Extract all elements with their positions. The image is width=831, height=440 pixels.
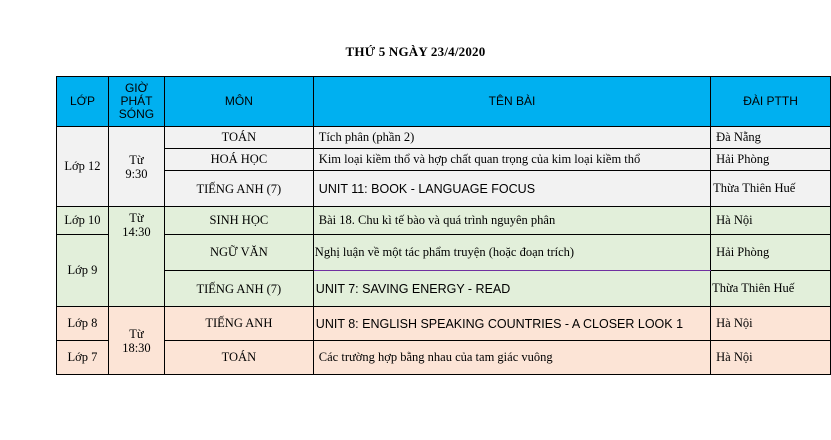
class-cell: Lớp 12: [57, 127, 109, 207]
station-cell: Hà Nội: [711, 341, 831, 375]
table-row: [57, 341, 831, 375]
lesson-cell: Các trường hợp bằng nhau của tam giác vuông: [313, 341, 710, 375]
table-row: [57, 171, 831, 207]
class-cell: Lớp 8: [57, 307, 109, 341]
subject-cell: TIẾNG ANH (7): [164, 171, 313, 207]
table-row: [57, 127, 831, 149]
lesson-cell: UNIT 7: SAVING ENERGY - READ: [313, 271, 710, 307]
lesson-cell: UNIT 11: BOOK - LANGUAGE FOCUS: [313, 171, 710, 207]
header-gio-phat-song: GIỜ PHÁT SÓNG: [108, 77, 164, 127]
class-cell: Lớp 10: [57, 207, 109, 235]
header-dai-ptth: ĐÀI PTTH: [711, 77, 831, 127]
header-lop: LỚP: [57, 77, 109, 127]
subject-cell: TOÁN: [164, 127, 313, 149]
lesson-cell: Tích phân (phần 2): [313, 127, 710, 149]
subject-cell: TIẾNG ANH (7): [164, 271, 313, 307]
station-cell: Đà Nẵng: [711, 127, 831, 149]
table-row: [57, 307, 831, 341]
subject-cell: HOÁ HỌC: [164, 149, 313, 171]
lesson-cell: Bài 18. Chu kì tế bào và quá trình nguyên phân: [313, 207, 710, 235]
table-row: [57, 271, 831, 307]
subject-cell: NGỮ VĂN: [164, 235, 313, 271]
time-cell: Từ 18:30: [108, 307, 164, 375]
lesson-cell: Kim loại kiềm thổ và hợp chất quan trọng của kim loại kiềm thổ: [313, 149, 710, 171]
station-cell: Hải Phòng: [711, 149, 831, 171]
station-cell: Thừa Thiên Huế: [711, 171, 831, 207]
header-ten-bai: TÊN BÀI: [313, 77, 710, 127]
lesson-cell: Nghị luận về một tác phẩm truyện (hoặc đoạn trích): [313, 235, 710, 271]
header-mon: MÔN: [164, 77, 313, 127]
time-cell: Từ 14:30: [108, 207, 164, 307]
table-row: [57, 207, 831, 235]
schedule-table: [56, 76, 831, 375]
table-row: [57, 149, 831, 171]
table-row: [57, 235, 831, 271]
subject-cell: SINH HỌC: [164, 207, 313, 235]
subject-cell: TIẾNG ANH: [164, 307, 313, 341]
station-cell: Hà Nội: [711, 307, 831, 341]
subject-cell: TOÁN: [164, 341, 313, 375]
header-row: [57, 77, 831, 127]
time-cell: Từ 9:30: [108, 127, 164, 207]
class-cell: Lớp 9: [57, 235, 109, 307]
lesson-cell: UNIT 8: ENGLISH SPEAKING COUNTRIES - A CLOSER LOOK 1: [313, 307, 710, 341]
station-cell: Hà Nội: [711, 207, 831, 235]
station-cell: Hải Phòng: [711, 235, 831, 271]
class-cell: Lớp 7: [57, 341, 109, 375]
page-title: THỨ 5 NGÀY 23/4/2020: [345, 44, 486, 59]
station-cell: Thừa Thiên Huế: [711, 271, 831, 307]
